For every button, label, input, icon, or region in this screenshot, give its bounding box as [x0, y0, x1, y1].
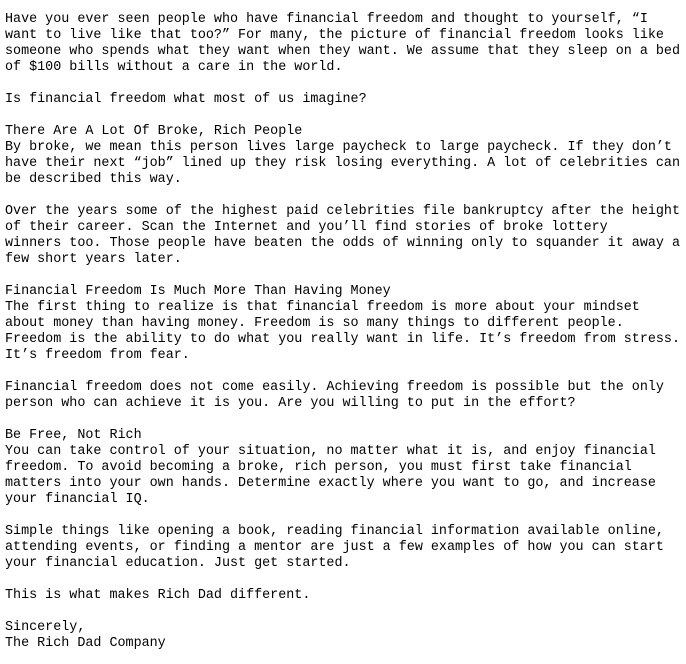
spacer — [5, 572, 683, 588]
spacer — [5, 268, 683, 284]
paragraph-celebrities — [5, 204, 683, 268]
signature: The Rich Dad Company — [5, 636, 166, 651]
text-line: of their career. Scan the Internet and you’ll find stories of broke lottery — [5, 220, 608, 235]
text-line: freedom. To avoid becoming a broke, rich person, you must first take financial — [5, 460, 632, 475]
spacer — [5, 188, 683, 204]
text-line: your financial IQ. — [5, 492, 150, 507]
paragraph-mindset — [5, 300, 683, 364]
paragraph-simple-things — [5, 524, 683, 572]
text-line: Have you ever seen people who have financial freedom and thought to yourself, “I — [5, 12, 648, 27]
section-heading-broke-rich: There Are A Lot Of Broke, Rich People — [5, 124, 303, 139]
text-line: have their next “job” lined up they risk losing everything. A lot of celebrities can — [5, 156, 680, 171]
text-line: of $100 bills without a care in the world. — [5, 60, 343, 75]
text-line: Simple things like opening a book, reading financial information available online, — [5, 524, 664, 539]
paragraph-broke-definition — [5, 140, 683, 188]
text-line: your financial education. Just get started. — [5, 556, 351, 571]
email-body — [5, 12, 683, 652]
paragraph-intro — [5, 12, 683, 76]
text-line: person who can achieve it is you. Are you willing to put in the effort? — [5, 396, 576, 411]
text-line: The first thing to realize is that financial freedom is more about your mindset — [5, 300, 640, 315]
text-line: Freedom is the ability to do what you really want in life. It’s freedom from stress. — [5, 332, 680, 347]
text-line: winners too. Those people have beaten the odds of winning only to squander it away a — [5, 236, 680, 251]
text-line: attending events, or finding a mentor are just a few examples of how you can start — [5, 540, 664, 555]
closing-salutation: Sincerely, — [5, 620, 86, 635]
text-line: few short years later. — [5, 252, 182, 267]
text-line: Over the years some of the highest paid celebrities file bankruptcy after the height — [5, 204, 680, 219]
paragraph-effort — [5, 380, 683, 412]
spacer — [5, 76, 683, 92]
text-line: someone who spends what they want when they want. We assume that they sleep on a bed — [5, 44, 680, 59]
text-line: You can take control of your situation, no matter what it is, and enjoy financial — [5, 444, 656, 459]
text-line: about money than having money. Freedom is so many things to different people. — [5, 316, 624, 331]
spacer — [5, 108, 683, 124]
spacer — [5, 508, 683, 524]
text-line: matters into your own hands. Determine exactly where you want to go, and increase — [5, 476, 656, 491]
text-line: Financial freedom does not come easily. Achieving freedom is possible but the only — [5, 380, 664, 395]
text-line: be described this way. — [5, 172, 182, 187]
text-line: By broke, we mean this person lives large paycheck to large paycheck. If they don’t — [5, 140, 672, 155]
text-line: It’s freedom from fear. — [5, 348, 190, 363]
paragraph-take-control — [5, 444, 683, 508]
spacer — [5, 412, 683, 428]
section-heading-be-free: Be Free, Not Rich — [5, 428, 142, 443]
section-heading-more-than-money: Financial Freedom Is Much More Than Having Money — [5, 284, 391, 299]
paragraph-rich-dad-different: This is what makes Rich Dad different. — [5, 588, 311, 603]
spacer — [5, 604, 683, 620]
text-line: want to live like that too?” For many, the picture of financial freedom looks like — [5, 28, 664, 43]
paragraph-question: Is financial freedom what most of us imagine? — [5, 92, 367, 107]
spacer — [5, 364, 683, 380]
